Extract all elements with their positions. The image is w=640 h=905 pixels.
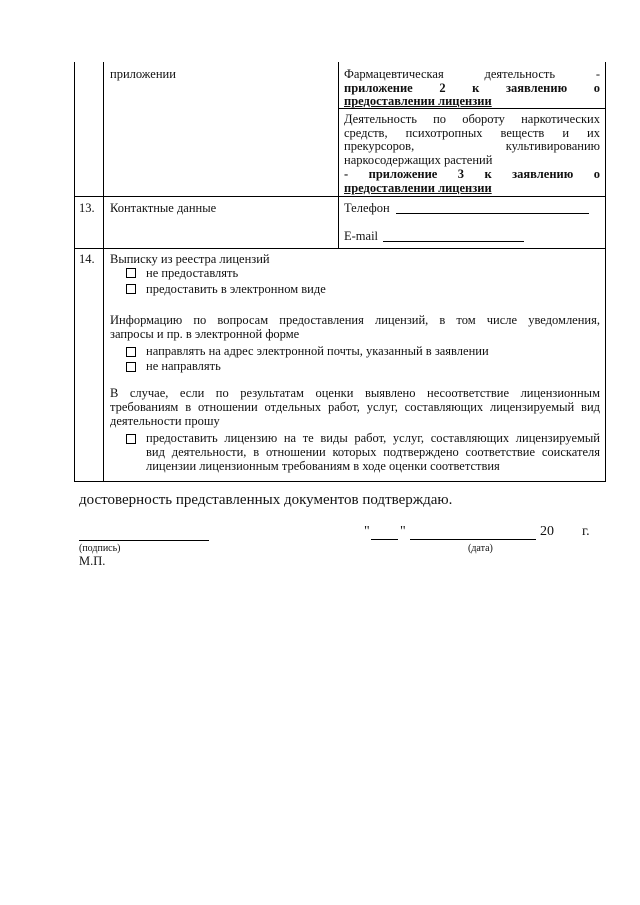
date-year-suffix: г. bbox=[582, 524, 590, 539]
mismatch-option-line2: вид деятельности, в отношении которых подтверждено соответствие соискателя bbox=[146, 445, 600, 459]
info-option-2-label: не направлять bbox=[146, 359, 221, 373]
mismatch-option-line3: лицензии лицензионным требованиям в ходе оценки соответствия bbox=[146, 459, 500, 473]
confirmation-text: достоверность представленных документов подтверждаю. bbox=[79, 492, 453, 508]
narcotic-line3: прекурсоров, культивированию bbox=[344, 139, 600, 153]
email-label: E-mail bbox=[344, 229, 379, 243]
pharma-line3: предоставлении лицензии bbox=[344, 94, 492, 108]
pharma-line2: приложение 2 к заявлению о bbox=[344, 81, 600, 95]
extract-option-1-label: не предоставлять bbox=[146, 266, 239, 280]
mismatch-line3: деятельности прошу bbox=[110, 414, 220, 428]
mismatch-line1: В случае, если по результатам оценки выявлено несоответствие лицензионным bbox=[110, 386, 600, 400]
date-quote-close: " bbox=[400, 524, 406, 539]
extract-option-1-checkbox[interactable] bbox=[126, 268, 136, 278]
extract-option-2-checkbox[interactable] bbox=[126, 284, 136, 294]
date-month-field[interactable] bbox=[410, 539, 536, 540]
mismatch-option-line1: предоставить лицензию на те виды работ, услуг, составляющих лицензируемый bbox=[146, 431, 600, 445]
info-option-1-label: направлять на адрес электронной почты, указанный в заявлении bbox=[146, 344, 489, 358]
mismatch-option-checkbox[interactable] bbox=[126, 434, 136, 444]
date-year-prefix: 20 bbox=[540, 524, 554, 539]
email-field[interactable] bbox=[383, 241, 524, 242]
row13-number: 13. bbox=[79, 201, 95, 215]
narcotic-line5: - приложение 3 к заявлению о bbox=[344, 167, 600, 181]
extract-heading: Выписку из реестра лицензий bbox=[110, 252, 270, 266]
info-option-2-checkbox[interactable] bbox=[126, 362, 136, 372]
stamp-label: М.П. bbox=[79, 554, 106, 568]
pharma-line1: Фармацевтическая деятельность - bbox=[344, 67, 600, 81]
row13-label: Контактные данные bbox=[110, 201, 217, 215]
pharma-divider bbox=[338, 108, 606, 109]
row14-number: 14. bbox=[79, 252, 95, 266]
narcotic-line2: средств, психотропных веществ и их bbox=[344, 126, 600, 140]
phone-label: Телефон bbox=[344, 201, 390, 215]
narcotic-line4: наркосодержащих растений bbox=[344, 153, 493, 167]
extract-option-2-label: предоставить в электронном виде bbox=[146, 282, 326, 296]
table-num-divider bbox=[103, 62, 104, 482]
row-top-left-text: приложении bbox=[110, 67, 176, 81]
info-line1: Информацию по вопросам предоставления лицензий, в том числе уведомления, bbox=[110, 313, 600, 327]
narcotic-line1: Деятельность по обороту наркотических bbox=[344, 112, 600, 126]
narcotic-line6: предоставлении лицензии bbox=[344, 181, 492, 195]
info-line2: запросы и пр. в электронной форме bbox=[110, 327, 300, 341]
table-col-divider bbox=[338, 62, 339, 248]
date-caption: (дата) bbox=[468, 543, 493, 554]
table-left-border bbox=[74, 62, 75, 482]
signature-line[interactable] bbox=[79, 540, 209, 541]
info-option-1-checkbox[interactable] bbox=[126, 347, 136, 357]
phone-field[interactable] bbox=[396, 213, 589, 214]
table-right-border bbox=[605, 62, 606, 482]
date-quote-open: " bbox=[364, 524, 370, 539]
row13-top-border bbox=[74, 196, 606, 197]
signature-caption: (подпись) bbox=[79, 543, 121, 554]
mismatch-line2: требованиям в отношении отдельных работ, услуг, составляющих лицензируемый вид bbox=[110, 400, 600, 414]
row14-top-border bbox=[74, 248, 606, 249]
table-bottom-border bbox=[74, 481, 606, 482]
date-day-field[interactable] bbox=[371, 539, 398, 540]
